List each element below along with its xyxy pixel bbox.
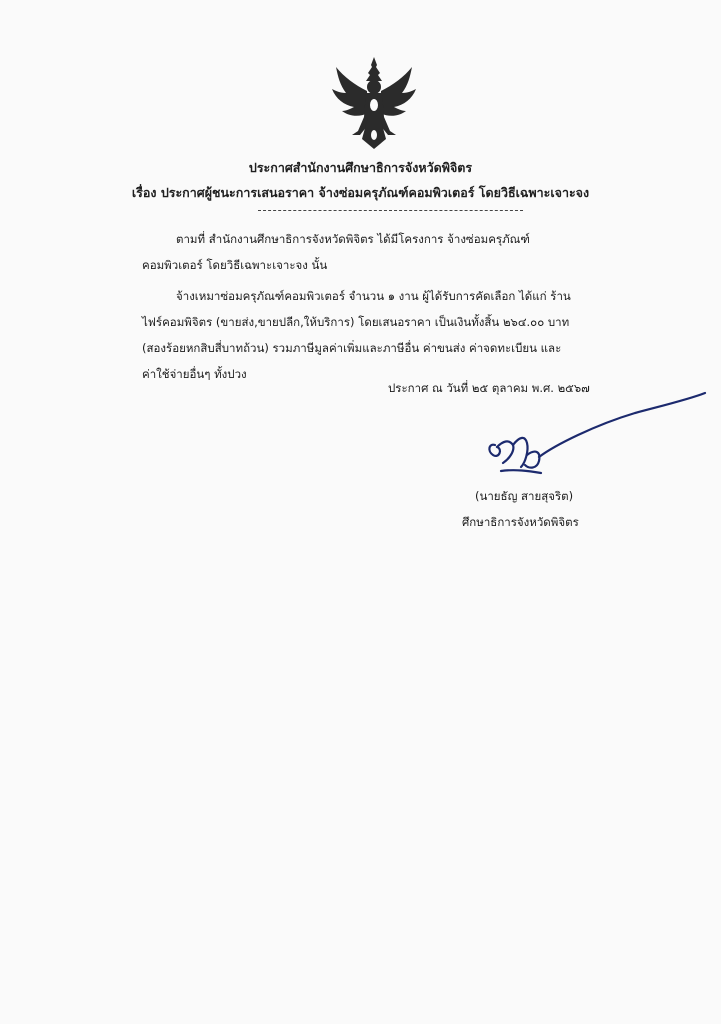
body-paragraph-1-text: ตามที่ สำนักงานศึกษาธิการจังหวัดพิจิตร ได้มีโครงการ จ้างซ่อมครุภัณฑ์คอมพิวเตอร์ โดยวิธีเฉพาะเจาะจง นั้น [142,232,530,272]
divider-line [258,210,523,211]
announcement-title: ประกาศสำนักงานศึกษาธิการจังหวัดพิจิตร [248,160,473,175]
body-paragraph-1 [142,226,572,278]
signatory-name: (นายธัญ สายสุจริต) [475,489,574,503]
body-paragraph-2 [142,283,572,387]
handwritten-signature [455,385,715,495]
signatory-position: ศึกษาธิการจังหวัดพิจิตร [462,515,579,529]
body-paragraph-2-text: จ้างเหมาซ่อมครุภัณฑ์คอมพิวเตอร์ จำนวน ๑ งาน ผู้ได้รับการคัดเลือก ได้แก่ ร้านไฟร์คอมพิจิตร (ขายส่ง,ขายปลีก,ให้บริการ) โดยเสนอราคา เป็นเงินทั้งสิ้น ๒๖๔.๐๐ บาท (สองร้อยหกสิบสี่บาทถ้วน) รวมภาษีมูลค่าเพิ่มและภาษีอื่น ค่าขนส่ง ค่าจดทะเบียน และค่าใช้จ่ายอื่นๆ ทั้งปวง [142,289,571,381]
announcement-subject: เรื่อง ประกาศผู้ชนะการเสนอราคา จ้างซ่อมครุภัณฑ์คอมพิวเตอร์ โดยวิธีเฉพาะเจาะจง [131,185,590,200]
garuda-emblem-icon [330,55,418,153]
announcement-date: ประกาศ ณ วันที่ ๒๕ ตุลาคม พ.ศ. ๒๕๖๗ [388,381,590,395]
